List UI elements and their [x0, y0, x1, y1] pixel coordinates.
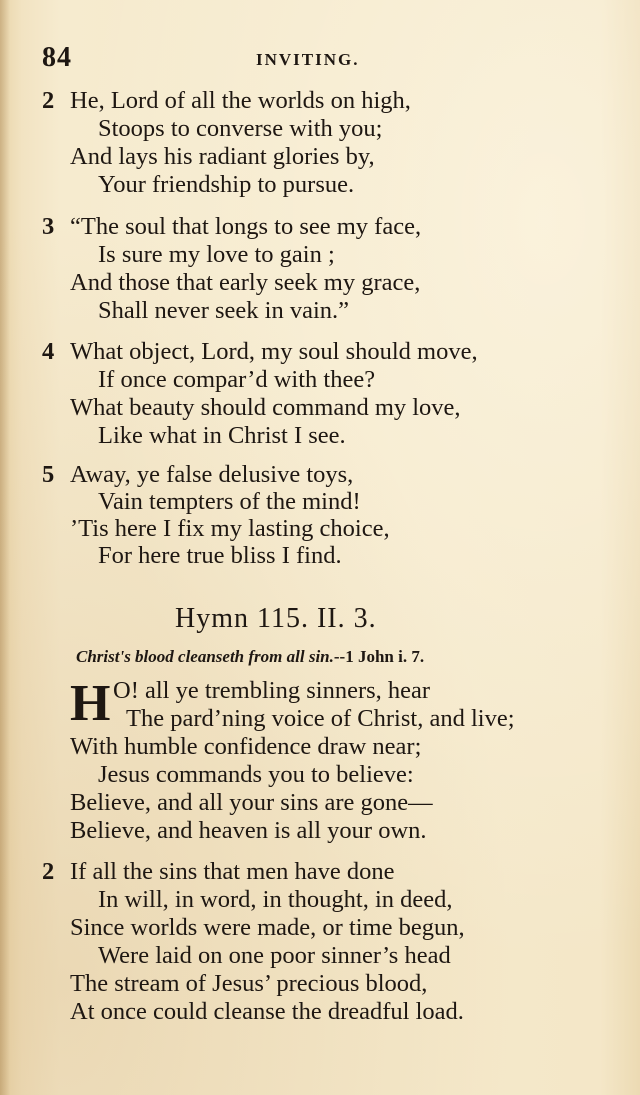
- verse-line: With humble confidence draw near;: [70, 733, 422, 760]
- verse-line: Like what in Christ I see.: [98, 422, 346, 449]
- running-head: INVITING.: [256, 50, 360, 69]
- stanza-number: 2: [42, 87, 55, 114]
- verse-line: If all the sins that men have done: [70, 858, 395, 885]
- verse-line: He, Lord of all the worlds on high,: [70, 87, 411, 114]
- stanza-2-line-3: [0, 142, 640, 172]
- hymn-stanza-1-line-1: [0, 676, 640, 706]
- verse-line: “The soul that longs to see my face,: [70, 213, 422, 240]
- verse-line: Your friendship to pursue.: [98, 171, 355, 198]
- verse-line: O! all ye trembling sinners, hear: [113, 677, 431, 704]
- hymn-epigraph: [76, 647, 424, 667]
- epigraph-reference: --1 John i. 7.: [333, 647, 425, 666]
- verse-line: Were laid on one poor sinner’s head: [98, 942, 451, 969]
- stanza-3-line-3: [0, 268, 640, 298]
- stanza-3-line-1: [0, 212, 640, 242]
- stanza-4-line-3: [0, 393, 640, 423]
- stanza-3-line-4: [0, 296, 640, 326]
- verse-line: Shall never seek in vain.”: [98, 297, 350, 324]
- verse-line: ’Tis here I fix my lasting choice,: [70, 515, 390, 542]
- verse-line: Believe, and heaven is all your own.: [70, 817, 427, 844]
- verse-line: Away, ye false delusive toys,: [70, 461, 354, 488]
- hymn-stanza-2-line-1: [0, 857, 640, 887]
- verse-line: The stream of Jesus’ precious blood,: [70, 970, 428, 997]
- stanza-2-line-2: [0, 114, 640, 144]
- stanza-2-line-4: [0, 170, 640, 200]
- verse-line: What beauty should command my love,: [70, 394, 461, 421]
- stanza-4-line-1: [0, 337, 640, 367]
- hymn-stanza-1-line-3: [0, 732, 640, 762]
- verse-line: And those that early seek my grace,: [70, 269, 421, 296]
- hymn-title: Hymn 115. II. 3.: [175, 603, 377, 634]
- stanza-5-line-4: [0, 541, 640, 571]
- verse-line: For here true bliss I find.: [98, 542, 342, 569]
- hymn-stanza-2-line-3: [0, 913, 640, 943]
- stanza-4-line-2: [0, 365, 640, 395]
- hymn-stanza-2-line-4: [0, 941, 640, 971]
- verse-line: The pard’ning voice of Christ, and live;: [126, 705, 515, 732]
- verse-line: In will, in word, in thought, in deed,: [98, 886, 453, 913]
- stanza-5-line-3: [0, 514, 640, 544]
- hymn-stanza-1-line-6: [0, 816, 640, 846]
- hymn-stanza-1-line-2: [0, 704, 640, 734]
- page-header: [0, 42, 640, 82]
- stanza-4-line-4: [0, 421, 640, 451]
- hymn-stanza-2-line-2: [0, 885, 640, 915]
- hymn-stanza-1-line-4: [0, 760, 640, 790]
- verse-line: Jesus commands you to believe:: [98, 761, 414, 788]
- stanza-3-line-2: [0, 240, 640, 270]
- hymn-stanza-2-line-5: [0, 969, 640, 999]
- verse-line: Since worlds were made, or time begun,: [70, 914, 465, 941]
- verse-line: Is sure my love to gain ;: [98, 241, 335, 268]
- hymn-stanza-2-line-6: [0, 997, 640, 1027]
- verse-line: Vain tempters of the mind!: [98, 488, 361, 515]
- verse-line: If once compar’d with thee?: [98, 366, 376, 393]
- epigraph-text: Christ's blood cleanseth from all sin.: [76, 647, 334, 666]
- page-number: 84: [42, 42, 72, 73]
- stanza-number: 2: [42, 858, 55, 885]
- drop-cap: H: [70, 675, 111, 732]
- verse-line: Stoops to converse with you;: [98, 115, 383, 142]
- verse-line: Believe, and all your sins are gone—: [70, 789, 433, 816]
- stanza-2-line-1: [0, 86, 640, 116]
- stanza-number: 4: [42, 338, 55, 365]
- stanza-5-line-1: [0, 460, 640, 490]
- stanza-5-line-2: [0, 487, 640, 517]
- hymn-stanza-1-line-5: [0, 788, 640, 818]
- verse-line: At once could cleanse the dreadful load.: [70, 998, 464, 1025]
- verse-line: And lays his radiant glories by,: [70, 143, 375, 170]
- stanza-number: 5: [42, 461, 55, 488]
- stanza-number: 3: [42, 213, 55, 240]
- verse-line: What object, Lord, my soul should move,: [70, 338, 478, 365]
